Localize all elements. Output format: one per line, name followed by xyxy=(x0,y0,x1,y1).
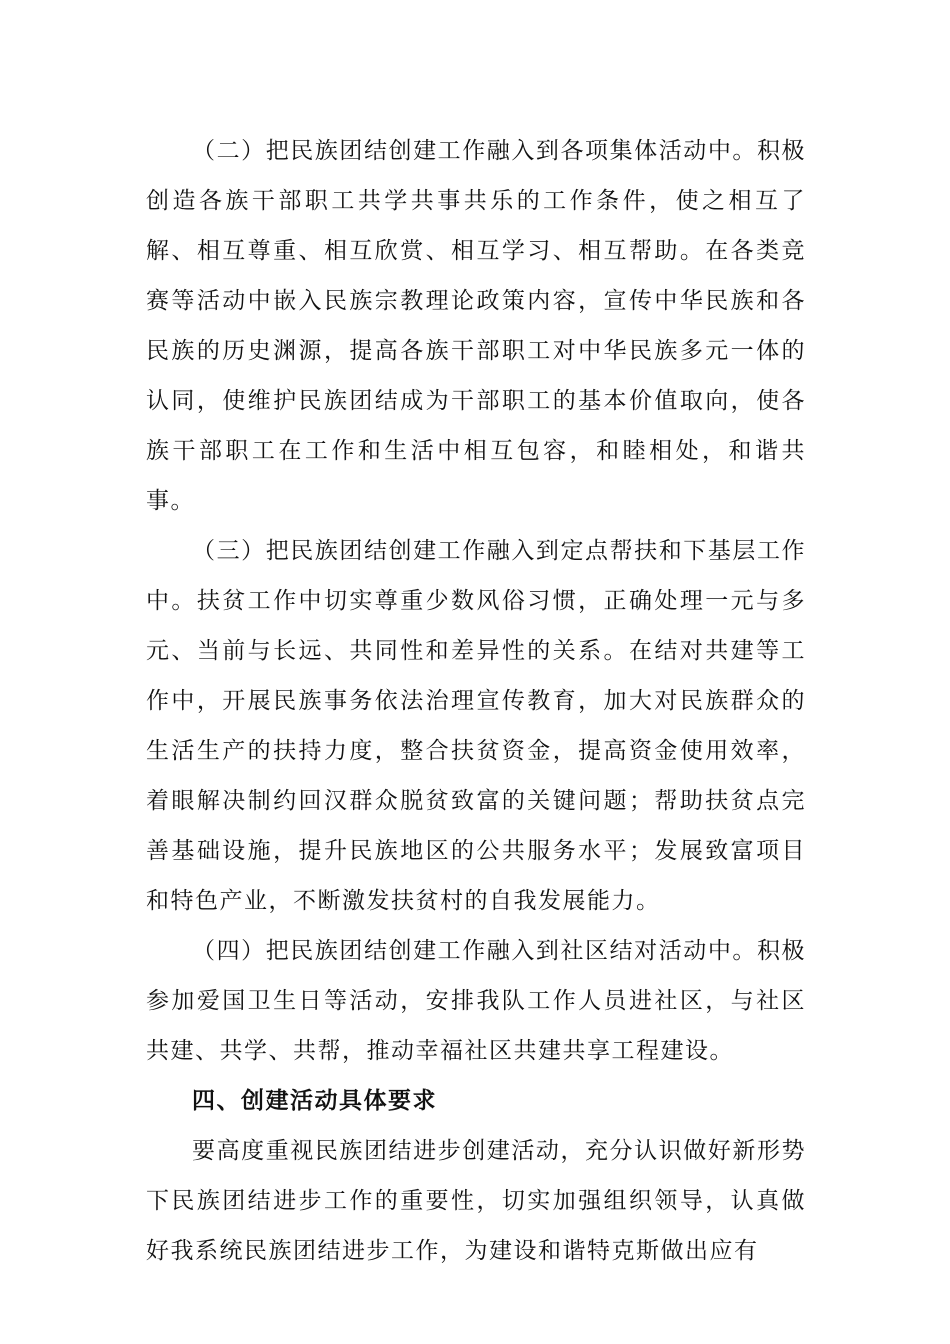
document-body xyxy=(146,126,806,1276)
paragraph-poverty-assistance: （三）把民族团结创建工作融入到定点帮扶和下基层工作中。扶贫工作中切实尊重少数风俗习惯，正确处理一元与多元、当前与长远、共同性和差异性的关系。在结对共建等工作中，开展民族事务依法治理宣传教育，加大对民族群众的生活生产的扶持力度，整合扶贫资金，提高资金使用效率，着眼解决制约回汉群众脱贫致富的关键问题；帮助扶贫点完善基础设施，提升民族地区的公共服务水平；发展致富项目和特色产业，不断激发扶贫村的自我发展能力。 xyxy=(146,538,806,914)
section-heading: 四、创建活动具体要求 xyxy=(192,1088,437,1114)
paragraph-community-pairing: （四）把民族团结创建工作融入到社区结对活动中。积极参加爱国卫生日等活动，安排我队工作人员进社区，与社区共建、共学、共帮，推动幸福社区共建共享工程建设。 xyxy=(146,938,806,1064)
paragraph-requirements: 要高度重视民族团结进步创建活动，充分认识做好新形势下民族团结进步工作的重要性，切实加强组织领导，认真做好我系统民族团结进步工作，为建设和谐特克斯做出应有 xyxy=(146,1138,806,1264)
paragraph-collective-activities: （二）把民族团结创建工作融入到各项集体活动中。积极创造各族干部职工共学共事共乐的工作条件，使之相互了解、相互尊重、相互欣赏、相互学习、相互帮助。在各类竞赛等活动中嵌入民族宗教理论政策内容，宣传中华民族和各民族的历史渊源，提高各族干部职工对中华民族多元一体的认同，使维护民族团结成为干部职工的基本价值取向，使各族干部职工在工作和生活中相互包容，和睦相处，和谐共事。 xyxy=(146,138,806,514)
